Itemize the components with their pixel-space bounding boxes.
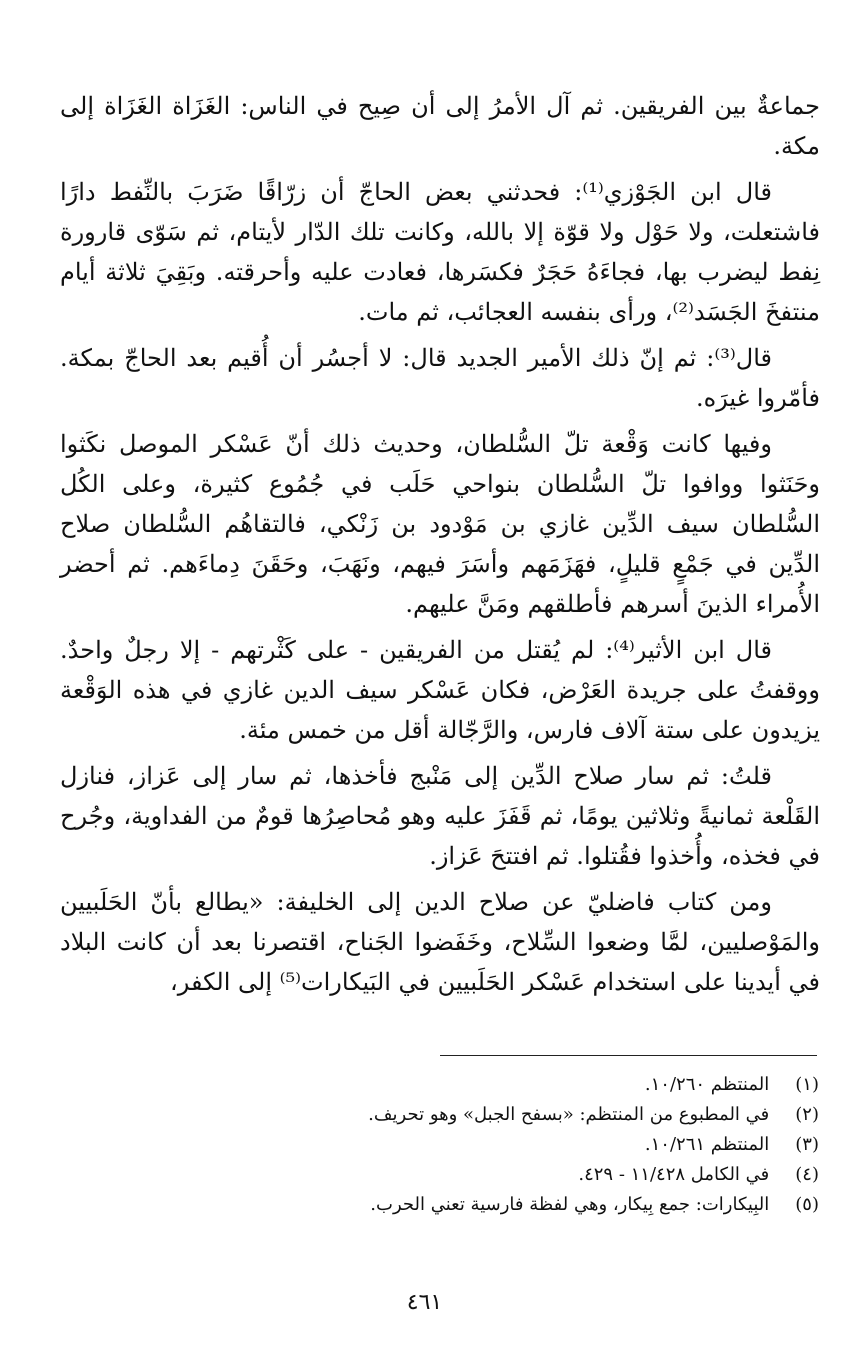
footnote-text: المنتظم ١٠/٢٦٠. <box>644 1074 770 1095</box>
footnote-text: المنتظم ١٠/٢٦١. <box>644 1134 770 1155</box>
footnote-divider <box>440 1055 817 1056</box>
paragraph-2: قال ابن الجَوْزي⁽¹⁾: فحدثني بعض الحاجّ أن زرّاقًا ضَرَبَ بالنِّفط دارًا فاشتعلت، ولا حَوْل ولا قوّة إلا بالله، وكانت تلك الدّار لأيتام، ثم سَوّى قارورة نِفط ليضرب بها، فجاءَهُ حَجَرٌ فكسَرها، فعادت عليه وأحرقته. وبَقِيَ ثلاثة أيام منتفخَ الجَسَد⁽²⁾، ورأى بنفسه العجائب، ثم مات. <box>60 178 820 326</box>
page-number: ٤٦١ <box>406 1290 443 1315</box>
footnote-number: (١) <box>795 1074 819 1095</box>
footnote-1 <box>259 1070 819 1100</box>
paragraph-1: جماعةٌ بين الفريقين. ثم آل الأمرُ إلى أن صِيح في الناس: الغَزَاة الغَزَاة إلى مكة. <box>60 92 820 160</box>
footnote-text: البِيكارات: جمع بِيكار، وهي لفظة فارسية تعني الحرب. <box>370 1194 770 1215</box>
footnote-number: (٣) <box>795 1134 819 1155</box>
footnotes <box>259 1070 819 1220</box>
footnote-4 <box>259 1160 819 1190</box>
paragraph-6: قلتُ: ثم سار صلاح الدِّين إلى مَنْبج فأخذها، ثم سار إلى عَزاز، فنازل القَلْعة ثمانيةً وثلاثين يومًا، ثم قَفَزَ عليه وهو مُحاصِرُها قومٌ من الفداوية، وجُرح في فخذه، وأُخذوا فقُتلوا. ثم افتتحَ عَزاز. <box>60 762 820 870</box>
footnote-text: في المطبوع من المنتظم: «بسفح الجبل» وهو تحريف. <box>368 1104 770 1125</box>
footnote-2 <box>259 1100 819 1130</box>
footnote-number: (٢) <box>795 1104 819 1125</box>
footnote-text: في الكامل ١١/٤٢٨ - ٤٢٩. <box>578 1164 770 1185</box>
footnote-3 <box>259 1130 819 1160</box>
paragraph-7: ومن كتاب فاضليّ عن صلاح الدين إلى الخليفة: «يطالع بأنّ الحَلَبيين والمَوْصليين، لمَّا وضعوا السِّلاح، وخَفَضوا الجَناح، اقتصرنا بعد أن كانت البلاد في أيدينا على استخدام عَسْكر الحَلَبيين في البَيكارات⁽⁵⁾ إلى الكفر، <box>60 888 820 996</box>
footnote-5 <box>259 1190 819 1220</box>
paragraph-3: قال⁽³⁾: ثم إنّ ذلك الأمير الجديد قال: لا أجسُر أن أُقيم بعد الحاجّ بمكة. فأمّروا غيرَه. <box>60 344 820 412</box>
main-text <box>60 86 820 1008</box>
paragraph-5: قال ابن الأثير⁽⁴⁾: لم يُقتل من الفريقين - على كَثْرتهم - إلا رجلٌ واحدٌ. ووقفتُ على جريدة العَرْض، فكان عَسْكر سيف الدين غازي في هذه الوَقْعة يزيدون على ستة آلاف فارس، والرَّجّالة أقل من خمس مئة. <box>60 636 820 744</box>
footnote-number: (٤) <box>795 1164 819 1185</box>
paragraph-4: وفيها كانت وَقْعة تلّ السُّلطان، وحديث ذلك أنّ عَسْكر الموصل نكَثوا وحَنَثوا ووافوا تلّ السُّلطان بنواحي حَلَب في جُمُوع كثيرة، وعلى الكُل السُّلطان سيف الدِّين غازي بن مَوْدود بن زَنْكي، فالتقاهُم السُّلطان صلاح الدِّين في جَمْعٍ قليلٍ، فهَزَمَهم وأسَرَ فيهم، ونَهَبَ، وحَقَنَ دِماءَهم. ثم أحضر الأُمراء الذينَ أسرهم فأطلقهم ومَنَّ عليهم. <box>60 430 820 618</box>
footnote-number: (٥) <box>795 1194 819 1215</box>
